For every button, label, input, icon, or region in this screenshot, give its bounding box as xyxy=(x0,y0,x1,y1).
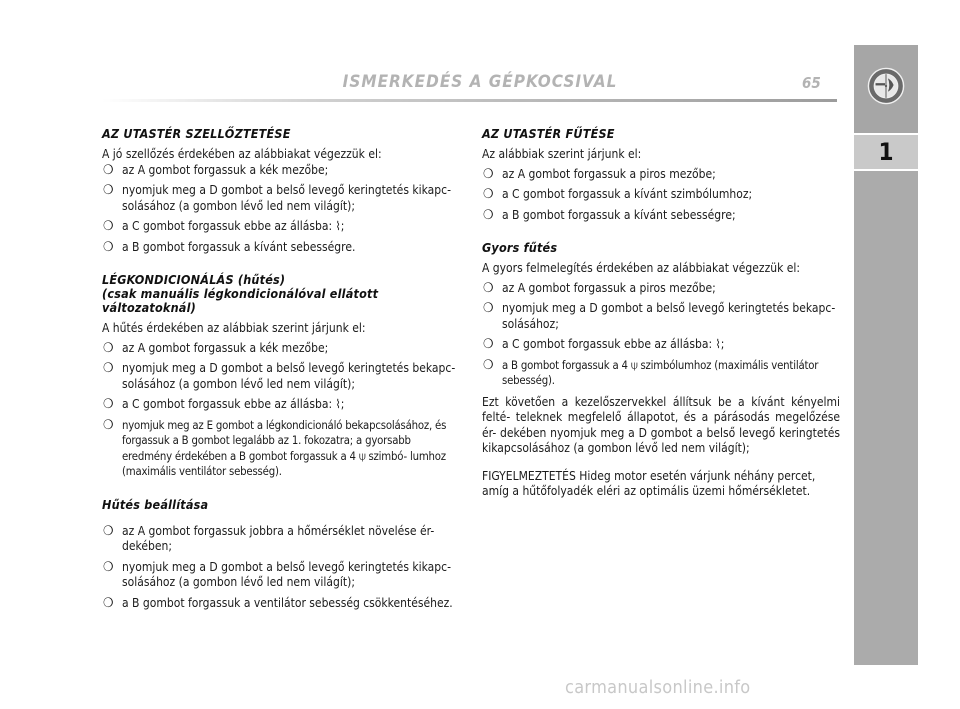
bullet-list xyxy=(102,341,458,480)
circle-bullet-icon: ❍ xyxy=(103,183,114,198)
section-heading-quick-heating: Gyors fűtés xyxy=(482,240,558,255)
list-item-text: az A gombot forgassuk a kék mezőbe; xyxy=(122,340,329,355)
list-item xyxy=(102,397,458,413)
bullet-list xyxy=(482,281,840,389)
section-heading-air-conditioning: LÉGKONDICIONÁLÁS (hűtés) xyxy=(102,272,286,287)
list-item-text: a C gombot forgassuk ebbe az állásba: ⌇; xyxy=(502,337,725,351)
circle-bullet-icon: ❍ xyxy=(483,207,494,223)
circle-bullet-icon: ❍ xyxy=(103,595,114,611)
paragraph: A jó szellőzés érdekében az alábbiakat végezzük el: xyxy=(102,147,382,161)
circle-bullet-icon: ❍ xyxy=(103,559,114,575)
circle-bullet-icon: ❍ xyxy=(103,239,114,255)
section-heading-ventilation: AZ UTASTÉR SZELLŐZTETÉSE xyxy=(102,126,291,141)
circle-bullet-icon: ❍ xyxy=(483,357,494,373)
chapter-side-tab xyxy=(854,45,918,665)
circle-bullet-icon: ❍ xyxy=(103,361,114,376)
list-item xyxy=(102,596,458,612)
list-item xyxy=(102,240,458,256)
bullet-list xyxy=(482,167,840,224)
bullet-list xyxy=(102,524,458,612)
section-subheading-manual-ac: (csak manuális légkondicionálóval ellátott változatoknál) xyxy=(102,286,379,315)
section-heading-cooling-adjustment: Hűtés beállítása xyxy=(102,496,209,512)
circle-bullet-icon: ❍ xyxy=(103,523,114,539)
alfa-romeo-logo-icon xyxy=(867,67,905,105)
chapter-number: 1 xyxy=(878,138,894,166)
list-item-text: a B gombot forgassuk a kívánt sebességre; xyxy=(502,207,736,222)
list-item-text: nyomjuk meg a D gombot a belső levegő keringtetés bekapc- solásához (a gombon lévő led nem világít); xyxy=(122,361,456,391)
paragraph: Ezt követően a kezelőszervekkel állítsuk be a kívánt kényelmi felté- teleknek megfelelő állapotot, és a párásodás megelőzése ér- dekében nyomjuk meg a D gombot a belső levegő keringtetés kikapcsolásához (a gombon lévő led nem világít); xyxy=(482,394,840,455)
list-item-text: a B gombot forgassuk a kívánt sebességre. xyxy=(122,239,356,254)
list-item xyxy=(482,208,840,224)
list-item xyxy=(482,187,840,203)
list-item-text: nyomjuk meg a D gombot a belső levegő keringtetés kikapc- solásához (a gombon lévő led nem világít); xyxy=(122,559,451,589)
list-item-text: nyomjuk meg a D gombot a belső levegő keringtetés bekapc- solásához; xyxy=(502,301,836,331)
tab-divider xyxy=(854,169,918,171)
circle-bullet-icon: ❍ xyxy=(483,280,494,296)
paragraph: A hűtés érdekében az alábbiak szerint járjunk el: xyxy=(102,321,366,335)
list-item xyxy=(482,337,840,353)
circle-bullet-icon: ❍ xyxy=(103,340,114,356)
paragraph: Az alábbiak szerint járjunk el: xyxy=(482,147,642,161)
list-item xyxy=(102,560,458,591)
circle-bullet-icon: ❍ xyxy=(483,301,494,316)
watermark: carmanualsonline.info xyxy=(565,677,751,698)
circle-bullet-icon: ❍ xyxy=(103,417,114,433)
paragraph: A gyors felmelegítés érdekében az alábbiakat végezzük el: xyxy=(482,261,801,275)
list-item xyxy=(482,167,840,183)
list-item-text: a C gombot forgassuk ebbe az állásba: ⌇; xyxy=(122,219,345,233)
list-item xyxy=(482,301,840,332)
page-number: 65 xyxy=(802,74,821,92)
list-item-text: az A gombot forgassuk jobbra a hőmérséklet növelése ér- dekében; xyxy=(122,523,435,553)
list-item xyxy=(102,183,458,214)
warning-note: FIGYELMEZTETÉS Hideg motor esetén várjunk néhány percet, amíg a hűtőfolyadék eléri az optimális üzemi hőmérsékletet. xyxy=(482,468,816,498)
list-item-text: nyomjuk meg az E gombot a légkondicionáló bekapcsolásához, és forgassuk a B gombot legalább az 1. fokozatra; a gyorsabb eredmény érdekében a B gombot forgassuk a 4 ⍦ szimbó- lumhoz (maximális ventilátor sebesség). xyxy=(122,418,447,478)
circle-bullet-icon: ❍ xyxy=(103,397,114,412)
right-column xyxy=(482,127,840,500)
list-item xyxy=(102,418,458,480)
circle-bullet-icon: ❍ xyxy=(483,337,494,352)
left-column xyxy=(102,127,458,611)
list-item xyxy=(102,219,458,235)
list-item-text: a C gombot forgassuk a kívánt szimbólumhoz; xyxy=(502,187,753,201)
list-item-text: a C gombot forgassuk ebbe az állásba: ⌇; xyxy=(122,397,345,411)
list-item xyxy=(102,163,458,179)
list-item xyxy=(482,358,840,389)
list-item xyxy=(102,341,458,357)
list-item-text: az A gombot forgassuk a piros mezőbe; xyxy=(502,166,716,181)
list-item xyxy=(102,361,458,392)
list-item-text: az A gombot forgassuk a kék mezőbe; xyxy=(122,162,329,177)
header-rule xyxy=(102,99,837,102)
circle-bullet-icon: ❍ xyxy=(103,162,114,178)
list-item xyxy=(102,524,458,555)
circle-bullet-icon: ❍ xyxy=(103,219,114,234)
circle-bullet-icon: ❍ xyxy=(483,187,494,202)
page-header-title: ISMERKEDÉS A GÉPKOCSIVAL xyxy=(342,72,618,92)
list-item-text: a B gombot forgassuk a 4 ⍦ szimbólumhoz (maximális ventilátor sebesség). xyxy=(502,358,819,387)
list-item xyxy=(482,281,840,297)
circle-bullet-icon: ❍ xyxy=(483,166,494,182)
list-item-text: nyomjuk meg a D gombot a belső levegő keringtetés kikapc- solásához (a gombon lévő led nem világít); xyxy=(122,183,451,213)
section-heading-heating: AZ UTASTÉR FŰTÉSE xyxy=(482,126,615,141)
list-item-text: az A gombot forgassuk a piros mezőbe; xyxy=(502,280,716,295)
list-item-text: a B gombot forgassuk a ventilátor sebesség csökkentéséhez. xyxy=(122,595,453,610)
bullet-list xyxy=(102,163,458,256)
